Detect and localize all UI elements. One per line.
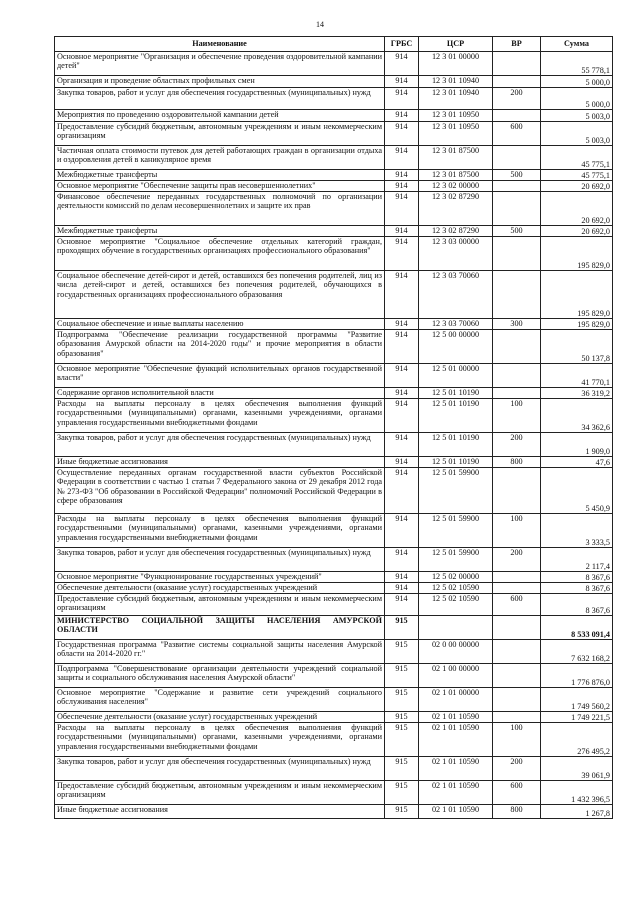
cell-sum: 1 776 876,0 [541, 664, 613, 688]
cell-name: Основное мероприятие "Функционирование государственных учреждений" [55, 572, 385, 583]
cell-sum: 1 432 396,5 [541, 781, 613, 805]
cell-name: Предоставление субсидий бюджетным, автономным учреждениям и иным некоммерческим организациям [55, 594, 385, 616]
cell-vr [493, 468, 541, 514]
cell-vr [493, 237, 541, 271]
cell-sum: 1 749 221,5 [541, 712, 613, 723]
cell-grbs: 915 [385, 616, 419, 640]
header-vr: ВР [493, 37, 541, 52]
cell-name: Социальное обеспечение и иные выплаты населению [55, 319, 385, 330]
cell-csr: 12 3 01 10940 [419, 76, 493, 88]
cell-grbs: 914 [385, 548, 419, 572]
cell-sum: 2 117,4 [541, 548, 613, 572]
cell-name: Содержание органов исполнительной власти [55, 388, 385, 399]
table-row [55, 514, 613, 548]
cell-sum: 47,6 [541, 457, 613, 468]
cell-name: Закупка товаров, работ и услуг для обеспечения государственных (муниципальных) нужд [55, 433, 385, 457]
table-row [55, 664, 613, 688]
cell-sum: 20 692,0 [541, 181, 613, 192]
cell-vr [493, 52, 541, 76]
cell-sum: 1 267,8 [541, 805, 613, 819]
table-row [55, 88, 613, 110]
cell-sum: 5 450,9 [541, 468, 613, 514]
cell-name: Иные бюджетные ассигнования [55, 457, 385, 468]
cell-grbs: 915 [385, 640, 419, 664]
cell-sum: 39 061,9 [541, 757, 613, 781]
cell-name: Частичная оплата стоимости путевок для детей работающих граждан в организации отдыха и оздоровления детей в каникулярное время [55, 146, 385, 170]
table-row [55, 181, 613, 192]
cell-grbs: 915 [385, 805, 419, 819]
cell-vr [493, 364, 541, 388]
cell-grbs: 914 [385, 237, 419, 271]
cell-grbs: 914 [385, 514, 419, 548]
cell-sum: 5 003,0 [541, 110, 613, 122]
table-row [55, 457, 613, 468]
cell-grbs: 915 [385, 781, 419, 805]
cell-csr: 02 1 01 10590 [419, 723, 493, 757]
cell-sum: 45 775,1 [541, 170, 613, 181]
table-row [55, 616, 613, 640]
cell-vr: 200 [493, 88, 541, 110]
cell-name: Государственная программа "Развитие системы социальной защиты населения Амурской области на 2014-2020 гг." [55, 640, 385, 664]
cell-vr [493, 572, 541, 583]
cell-grbs: 914 [385, 388, 419, 399]
cell-grbs: 915 [385, 688, 419, 712]
table-row [55, 226, 613, 237]
cell-vr [493, 110, 541, 122]
table-row [55, 433, 613, 457]
cell-grbs: 914 [385, 319, 419, 330]
cell-csr: 12 3 02 00000 [419, 181, 493, 192]
cell-name: Предоставление субсидий бюджетным, автономным учреждениям и иным некоммерческим организациям [55, 122, 385, 146]
cell-csr: 12 5 02 10590 [419, 594, 493, 616]
table-row [55, 757, 613, 781]
cell-name: Основное мероприятие "Обеспечение защиты прав несовершеннолетних" [55, 181, 385, 192]
cell-name: Основное мероприятие "Организация и обеспечение проведения оздоровительной кампании детей" [55, 52, 385, 76]
cell-name: Межбюджетные трансферты [55, 226, 385, 237]
cell-vr [493, 192, 541, 226]
table-body [55, 52, 613, 819]
cell-csr: 12 3 01 10940 [419, 88, 493, 110]
cell-csr: 12 5 01 10190 [419, 399, 493, 433]
cell-csr: 12 5 01 59900 [419, 514, 493, 548]
cell-sum: 1 909,0 [541, 433, 613, 457]
cell-csr: 12 3 01 10950 [419, 110, 493, 122]
cell-csr: 02 1 01 00000 [419, 688, 493, 712]
cell-vr [493, 616, 541, 640]
cell-csr: 02 1 01 10590 [419, 712, 493, 723]
cell-vr [493, 146, 541, 170]
cell-csr: 12 5 01 00000 [419, 364, 493, 388]
cell-vr [493, 181, 541, 192]
cell-vr [493, 712, 541, 723]
cell-sum: 20 692,0 [541, 192, 613, 226]
cell-name: МИНИСТЕРСТВО СОЦИАЛЬНОЙ ЗАЩИТЫ НАСЕЛЕНИЯ АМУРСКОЙ ОБЛАСТИ [55, 616, 385, 640]
table-row [55, 271, 613, 319]
cell-csr: 12 3 01 10950 [419, 122, 493, 146]
cell-vr: 100 [493, 399, 541, 433]
cell-grbs: 914 [385, 110, 419, 122]
cell-csr: 12 3 02 87290 [419, 192, 493, 226]
cell-csr: 12 3 02 87290 [419, 226, 493, 237]
table-row [55, 805, 613, 819]
cell-grbs: 914 [385, 76, 419, 88]
cell-vr: 600 [493, 122, 541, 146]
table-row [55, 399, 613, 433]
cell-sum: 195 829,0 [541, 319, 613, 330]
cell-name: Закупка товаров, работ и услуг для обеспечения государственных (муниципальных) нужд [55, 88, 385, 110]
cell-grbs: 914 [385, 399, 419, 433]
cell-grbs: 914 [385, 583, 419, 594]
cell-grbs: 914 [385, 122, 419, 146]
table-row [55, 52, 613, 76]
cell-sum: 45 775,1 [541, 146, 613, 170]
cell-csr: 12 5 01 10190 [419, 433, 493, 457]
cell-grbs: 914 [385, 572, 419, 583]
cell-name: Закупка товаров, работ и услуг для обеспечения государственных (муниципальных) нужд [55, 548, 385, 572]
cell-vr [493, 688, 541, 712]
cell-name: Расходы на выплаты персоналу в целях обеспечения выполнения функций государственными (муниципальными) органами, казенными учреждениями, органами управления государственными внебюджетными фондами [55, 723, 385, 757]
cell-csr: 12 5 01 59900 [419, 548, 493, 572]
cell-csr: 02 1 01 10590 [419, 805, 493, 819]
cell-csr: 12 3 03 70060 [419, 271, 493, 319]
cell-vr [493, 583, 541, 594]
cell-name: Мероприятия по проведению оздоровительной кампании детей [55, 110, 385, 122]
cell-sum: 36 319,2 [541, 388, 613, 399]
cell-name: Обеспечение деятельности (оказание услуг) государственных учреждений [55, 712, 385, 723]
table-row [55, 388, 613, 399]
cell-vr: 300 [493, 319, 541, 330]
cell-name: Предоставление субсидий бюджетным, автономным учреждениям и иным некоммерческим организациям [55, 781, 385, 805]
cell-name: Основное мероприятие "Социальное обеспечение отдельных категорий граждан, проходящих обучение в государственных организациях профессионального образования" [55, 237, 385, 271]
table-row [55, 76, 613, 88]
cell-name: Социальное обеспечение детей-сирот и детей, оставшихся без попечения родителей, лиц из числа детей-сирот и детей, оставшихся без попечения родителей, обучающихся в государственных организациях профессионального образования [55, 271, 385, 319]
budget-table [54, 36, 613, 819]
header-grbs: ГРБС [385, 37, 419, 52]
cell-sum: 276 495,2 [541, 723, 613, 757]
cell-vr [493, 330, 541, 364]
cell-sum: 34 362,6 [541, 399, 613, 433]
cell-vr: 100 [493, 514, 541, 548]
cell-sum: 8 533 091,4 [541, 616, 613, 640]
table-row [55, 319, 613, 330]
table-row [55, 548, 613, 572]
table-row [55, 364, 613, 388]
page-number: 14 [316, 20, 324, 29]
cell-sum: 50 137,8 [541, 330, 613, 364]
cell-vr [493, 76, 541, 88]
header-name: Наименование [55, 37, 385, 52]
cell-name: Закупка товаров, работ и услуг для обеспечения государственных (муниципальных) нужд [55, 757, 385, 781]
cell-name: Иные бюджетные ассигнования [55, 805, 385, 819]
cell-vr: 200 [493, 433, 541, 457]
cell-name: Подпрограмма "Совершенствование организации деятельности учреждений социальной защиты и социального обслуживания населения Амурской области" [55, 664, 385, 688]
cell-grbs: 914 [385, 364, 419, 388]
cell-csr: 12 3 01 87500 [419, 170, 493, 181]
cell-grbs: 914 [385, 433, 419, 457]
cell-grbs: 914 [385, 271, 419, 319]
cell-csr: 02 1 01 10590 [419, 757, 493, 781]
header-sum: Сумма [541, 37, 613, 52]
cell-csr: 12 5 00 00000 [419, 330, 493, 364]
cell-grbs: 914 [385, 146, 419, 170]
table-row [55, 688, 613, 712]
table-row [55, 122, 613, 146]
cell-sum: 5 000,0 [541, 88, 613, 110]
cell-vr: 200 [493, 757, 541, 781]
cell-vr: 800 [493, 457, 541, 468]
cell-grbs: 914 [385, 457, 419, 468]
cell-vr [493, 388, 541, 399]
cell-name: Основное мероприятие "Обеспечение функций исполнительных органов государственной власти" [55, 364, 385, 388]
cell-sum: 5 000,0 [541, 76, 613, 88]
cell-csr: 12 5 01 10190 [419, 457, 493, 468]
cell-csr: 12 3 03 70060 [419, 319, 493, 330]
cell-sum: 195 829,0 [541, 237, 613, 271]
cell-csr: 12 3 03 00000 [419, 237, 493, 271]
cell-grbs: 915 [385, 664, 419, 688]
cell-sum: 55 778,1 [541, 52, 613, 76]
cell-name: Подпрограмма "Обеспечение реализации государственной программы "Развитие образования Амурской области на 2014-2020 годы" и прочие мероприятия в области образования" [55, 330, 385, 364]
table-row [55, 192, 613, 226]
cell-csr: 12 5 02 10590 [419, 583, 493, 594]
table-row [55, 712, 613, 723]
cell-vr: 800 [493, 805, 541, 819]
cell-csr: 02 1 00 00000 [419, 664, 493, 688]
cell-sum: 3 333,5 [541, 514, 613, 548]
cell-csr: 02 0 00 00000 [419, 640, 493, 664]
cell-csr: 12 3 01 00000 [419, 52, 493, 76]
cell-vr [493, 640, 541, 664]
cell-grbs: 914 [385, 52, 419, 76]
cell-csr: 02 1 01 10590 [419, 781, 493, 805]
cell-name: Расходы на выплаты персоналу в целях обеспечения выполнения функций государственными (муниципальными) органами, казенными учреждениями, органами управления государственными внебюджетными фондами [55, 514, 385, 548]
cell-vr: 200 [493, 548, 541, 572]
cell-grbs: 914 [385, 226, 419, 237]
cell-grbs: 915 [385, 757, 419, 781]
cell-sum: 7 632 168,2 [541, 640, 613, 664]
cell-sum: 8 367,6 [541, 572, 613, 583]
table-row [55, 110, 613, 122]
cell-vr: 500 [493, 170, 541, 181]
header-csr: ЦСР [419, 37, 493, 52]
cell-name: Осуществление переданных органам государственной власти субъектов Российской Федерации в соответствии с частью 1 статьи 7 Федерального закона от 29 декабря 2012 года № 273-ФЗ "Об образовании в Российской Федерации" полномочий Российской Федерации в сфере образования [55, 468, 385, 514]
table-row [55, 468, 613, 514]
cell-grbs: 914 [385, 594, 419, 616]
cell-vr [493, 664, 541, 688]
cell-csr [419, 616, 493, 640]
cell-sum: 20 692,0 [541, 226, 613, 237]
cell-sum: 1 749 560,2 [541, 688, 613, 712]
cell-vr: 600 [493, 781, 541, 805]
table-row [55, 781, 613, 805]
cell-name: Основное мероприятие "Содержание и развитие сети учреждений социального обслуживания населения" [55, 688, 385, 712]
cell-vr [493, 271, 541, 319]
table-row [55, 594, 613, 616]
cell-grbs: 915 [385, 712, 419, 723]
table-row [55, 723, 613, 757]
table-row [55, 640, 613, 664]
cell-grbs: 914 [385, 468, 419, 514]
cell-sum: 8 367,6 [541, 583, 613, 594]
table-header-row [55, 37, 613, 52]
cell-grbs: 914 [385, 88, 419, 110]
cell-grbs: 914 [385, 330, 419, 364]
table-row [55, 330, 613, 364]
cell-name: Организация и проведение областных профильных смен [55, 76, 385, 88]
cell-sum: 8 367,6 [541, 594, 613, 616]
cell-vr: 600 [493, 594, 541, 616]
cell-name: Финансовое обеспечение переданных государственных полномочий по организации деятельности комиссий по делам несовершеннолетних и защите их прав [55, 192, 385, 226]
cell-vr: 100 [493, 723, 541, 757]
cell-csr: 12 5 01 10190 [419, 388, 493, 399]
table-row [55, 170, 613, 181]
cell-sum: 195 829,0 [541, 271, 613, 319]
table-row [55, 237, 613, 271]
cell-csr: 12 5 02 00000 [419, 572, 493, 583]
cell-sum: 41 770,1 [541, 364, 613, 388]
cell-grbs: 914 [385, 181, 419, 192]
table-row [55, 572, 613, 583]
cell-csr: 12 3 01 87500 [419, 146, 493, 170]
table-row [55, 146, 613, 170]
cell-grbs: 914 [385, 192, 419, 226]
cell-sum: 5 003,0 [541, 122, 613, 146]
table-row [55, 583, 613, 594]
cell-grbs: 915 [385, 723, 419, 757]
cell-name: Обеспечение деятельности (оказание услуг) государственных учреждений [55, 583, 385, 594]
cell-csr: 12 5 01 59900 [419, 468, 493, 514]
cell-grbs: 914 [385, 170, 419, 181]
cell-name: Расходы на выплаты персоналу в целях обеспечения выполнения функций государственными (муниципальными) органами, казенными учреждениями, органами управления государственными внебюджетными фондами [55, 399, 385, 433]
cell-vr: 500 [493, 226, 541, 237]
cell-name: Межбюджетные трансферты [55, 170, 385, 181]
